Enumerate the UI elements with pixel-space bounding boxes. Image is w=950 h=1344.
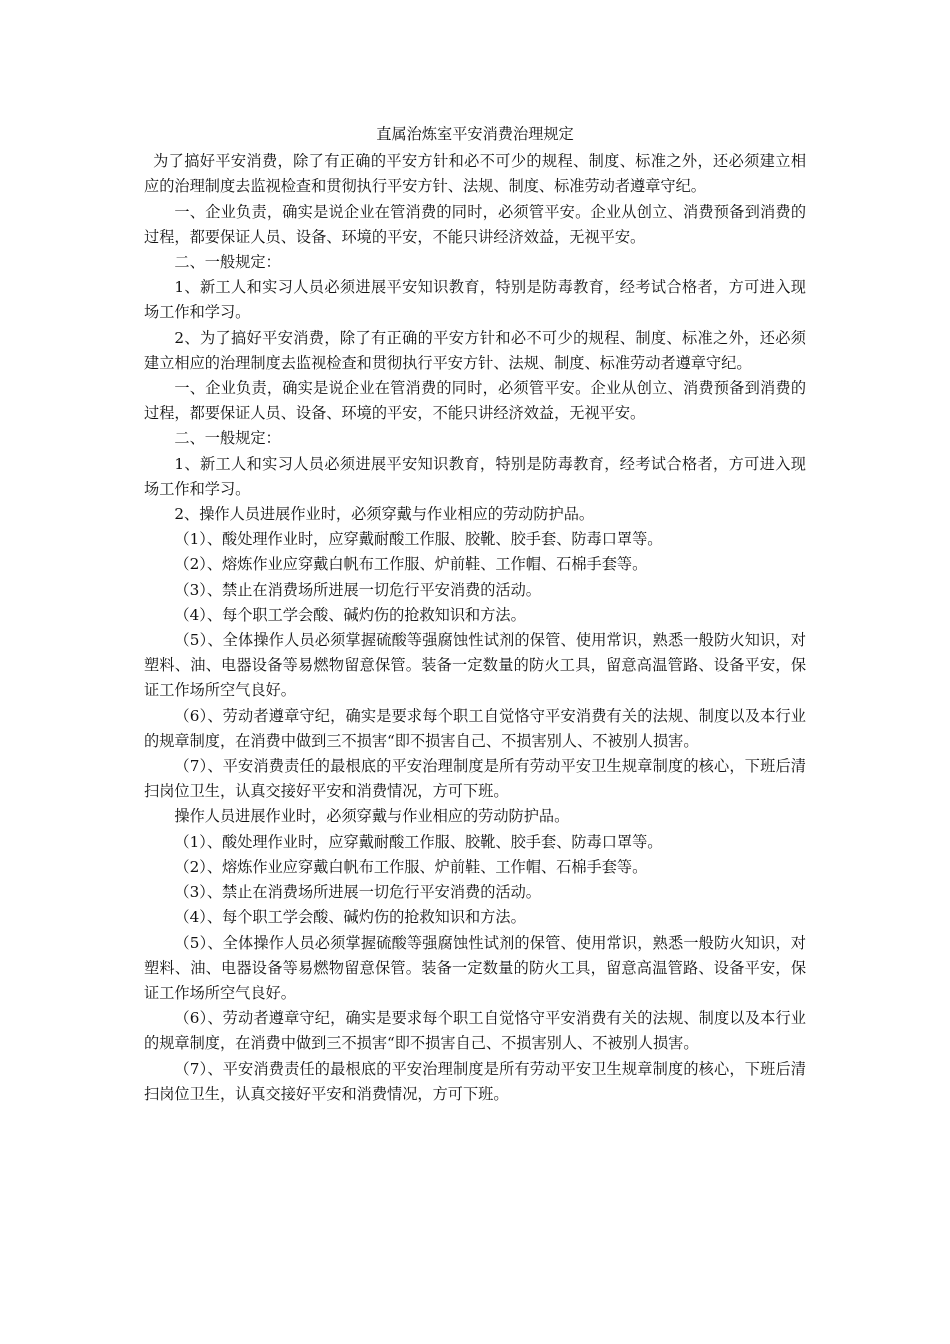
paragraph: （7）、平安消费责任的最根底的平安治理制度是所有劳动平安卫生规章制度的核心，下班后清扫岗位卫生，认真交接好平安和消费情况，方可下班。 xyxy=(144,757,806,801)
document-title: 直属治炼室平安消费治理规定 xyxy=(376,125,574,143)
document-body xyxy=(144,149,806,1107)
paragraph: （1）、酸处理作业时，应穿戴耐酸工作服、胶靴、胶手套、防毒口罩等。 xyxy=(174,530,663,549)
paragraph: 二、一般规定： xyxy=(174,253,281,272)
paragraph: 1、新工人和实习人员必须进展平安知识教育，特别是防毒教育，经考试合格者，方可进入现场工作和学习。 xyxy=(144,278,806,322)
paragraph: （5）、全体操作人员必须掌握硫酸等强腐蚀性试剂的保管、使用常识，熟悉一般防火知识，对塑料、油、电器设备等易燃物留意保管。装备一定数量的防火工具，留意高温管路、设备平安，保证工作场所空气良好。 xyxy=(144,631,806,700)
paragraph: （6）、劳动者遵章守纪，确实是要求每个职工自觉恪守平安消费有关的法规、制度以及本行业的规章制度，在消费中做到三不损害“即不损害自己、不损害别人、不被别人损害。 xyxy=(144,1009,806,1053)
paragraph: 2、为了搞好平安消费，除了有正确的平安方针和必不可少的规程、制度、标准之外，还必须建立相应的治理制度去监视检查和贯彻执行平安方针、法规、制度、标准劳动者遵章守纪。 xyxy=(144,328,806,372)
paragraph: （4）、每个职工学会酸、碱灼伤的抢救知识和方法。 xyxy=(174,605,526,624)
paragraph: （3）、禁止在消费场所进展一切危行平安消费的活动。 xyxy=(174,580,541,599)
paragraph: 为了搞好平安消费，除了有正确的平安方针和必不可少的规程、制度、标准之外，还必须建立相应的治理制度去监视检查和贯彻执行平安方针、法规、制度、标准劳动者遵章守纪。 xyxy=(144,152,806,196)
paragraph: （1）、酸处理作业时，应穿戴耐酸工作服、胶靴、胶手套、防毒口罩等。 xyxy=(174,832,663,851)
paragraph: （5）、全体操作人员必须掌握硫酸等强腐蚀性试剂的保管、使用常识，熟悉一般防火知识，对塑料、油、电器设备等易燃物留意保管。装备一定数量的防火工具，留意高温管路、设备平安，保证工作场所空气良好。 xyxy=(144,933,806,1002)
paragraph: （3）、禁止在消费场所进展一切危行平安消费的活动。 xyxy=(174,883,541,902)
paragraph: （2）、熔炼作业应穿戴白帆布工作服、炉前鞋、工作帽、石棉手套等。 xyxy=(174,555,648,574)
paragraph: 1、新工人和实习人员必须进展平安知识教育，特别是防毒教育，经考试合格者，方可进入现场工作和学习。 xyxy=(144,454,806,498)
paragraph: 二、一般规定： xyxy=(174,429,281,448)
paragraph: （6）、劳动者遵章守纪，确实是要求每个职工自觉恪守平安消费有关的法规、制度以及本行业的规章制度，在消费中做到三不损害“即不损害自己、不损害别人、不被别人损害。 xyxy=(144,706,806,750)
paragraph: （7）、平安消费责任的最根底的平安治理制度是所有劳动平安卫生规章制度的核心，下班后清扫岗位卫生，认真交接好平安和消费情况，方可下班。 xyxy=(144,1059,806,1103)
paragraph: （2）、熔炼作业应穿戴白帆布工作服、炉前鞋、工作帽、石棉手套等。 xyxy=(174,857,648,876)
paragraph: 一、企业负责，确实是说企业在管消费的同时，必须管平安。企业从创立、消费预备到消费的过程，都要保证人员、设备、环境的平安，不能只讲经济效益，无视平安。 xyxy=(144,379,806,423)
paragraph: 操作人员进展作业时，必须穿戴与作业相应的劳动防护品。 xyxy=(174,807,570,826)
paragraph: （4）、每个职工学会酸、碱灼伤的抢救知识和方法。 xyxy=(174,908,526,927)
paragraph: 2、操作人员进展作业时，必须穿戴与作业相应的劳动防护品。 xyxy=(174,505,595,524)
paragraph: 一、企业负责，确实是说企业在管消费的同时，必须管平安。企业从创立、消费预备到消费的过程，都要保证人员、设备、环境的平安，不能只讲经济效益，无视平安。 xyxy=(144,202,806,246)
